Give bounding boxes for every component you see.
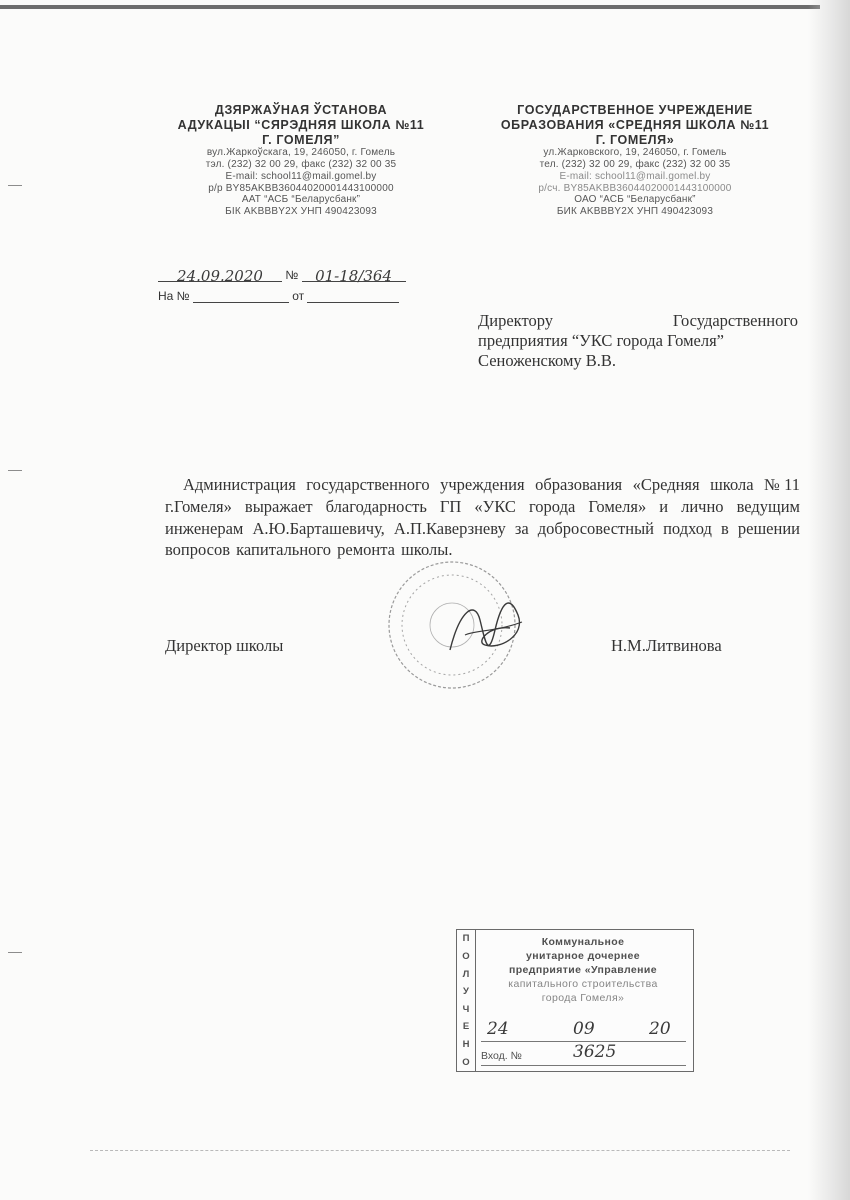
outgoing-date: 24.09.2020 (177, 267, 263, 285)
reply-number-label: На № (158, 289, 190, 303)
stamp-incoming-number: 3625 (573, 1042, 617, 1062)
stamp-incoming-label: Вход. № (481, 1050, 522, 1062)
stamp-date-month: 09 (573, 1019, 595, 1039)
stamp-date-day: 24 (487, 1019, 509, 1039)
stamp-received-letters: П О Л У Ч Е Н О (457, 930, 476, 1071)
addressee-org: предприятия “УКС города Гомеля” (478, 331, 724, 351)
stamp-organization: Коммунальное унитарное дочернее предприятие «Управление капитального строительства города Гомеля» (508, 936, 658, 1005)
letterhead-phone: тел. (232) 32 00 29, факс (232) 32 00 35 (539, 159, 731, 171)
letterhead-email: E-mail: school11@mail.gomel.by (225, 170, 377, 182)
letterhead-belarusian (150, 103, 452, 218)
letterhead-russian (466, 103, 804, 218)
scan-left-mark (8, 470, 22, 471)
letterhead-codes: БИК AKBBBY2X УНП 490423093 (556, 206, 714, 218)
reply-reference (158, 288, 399, 303)
scan-right-edge (808, 0, 850, 1200)
letterhead-address: ул.Жарковского, 19, 246050, г. Гомель (543, 147, 727, 159)
handwritten-signature-icon (440, 590, 530, 665)
letterhead-title: ОБРАЗОВАНИЯ «СРЕДНЯЯ ШКОЛА №11 (500, 117, 770, 132)
scan-left-mark (8, 185, 22, 186)
scan-top-border (0, 5, 820, 9)
number-sign: № (285, 268, 299, 282)
received-stamp (456, 929, 694, 1072)
reply-from-label: от (292, 289, 305, 303)
addressee-title: Директору (478, 311, 553, 330)
addressee-block (478, 311, 798, 371)
letter-body: Администрация государственного учреждения образования «Средняя школа №11 г.Гомеля» выражает благодарность ГП «УКС города Гомеля» и лично ведущим инженерам А.Ю.Барташевичу, А.П.Каверзневу за добросовестный подход в решении вопросов капитального ремонта школы. (165, 475, 800, 560)
addressee-title: Государственного (672, 311, 798, 330)
scan-left-mark (8, 952, 22, 953)
letterhead-title: ГОСУДАРСТВЕННОЕ УЧРЕЖДЕНИЕ (517, 103, 753, 117)
addressee-name: Сеноженскому В.В. (478, 351, 617, 371)
letterhead-bank: ОАО “АСБ “Беларусбанк” (574, 194, 696, 206)
letterhead-title: ДЗЯРЖАЎНАЯ ЎСТАНОВА (214, 103, 388, 117)
stamp-incoming (481, 1042, 686, 1066)
letterhead-title: Г. ГОМЕЛЯ” (262, 132, 340, 147)
outgoing-number: 01-18/364 (315, 267, 393, 285)
letterhead-email: E-mail: school11@mail.gomel.by (559, 170, 711, 182)
letterhead-bank: ААТ “АСБ “Беларусбанк” (241, 194, 361, 206)
letterhead-phone: тэл. (232) 32 00 29, факс (232) 32 00 35 (205, 159, 397, 171)
letterhead-codes: БІК AKBBBY2X УНП 490423093 (225, 206, 377, 218)
letterhead-title: Г. ГОМЕЛЯ» (595, 132, 675, 147)
stamp-date (481, 1021, 686, 1042)
letterhead-account: р/сч. BY85AKBB36044020001443100000 (538, 182, 732, 194)
signatory-name: Н.М.Литвинова (611, 636, 722, 655)
letterhead-title: АДУКАЦЫІ “СЯРЭДНЯЯ ШКОЛА №11 (177, 117, 425, 132)
letterhead-address: вул.Жаркоўскага, 19, 246050, г. Гомель (206, 147, 396, 159)
letterhead-account: р/р BY85AKBB36044020001443100000 (208, 182, 394, 194)
signatory-position: Директор школы (165, 636, 284, 655)
outgoing-reference (158, 267, 406, 285)
scan-bottom-line (90, 1150, 790, 1151)
stamp-date-year: 20 (649, 1019, 671, 1039)
